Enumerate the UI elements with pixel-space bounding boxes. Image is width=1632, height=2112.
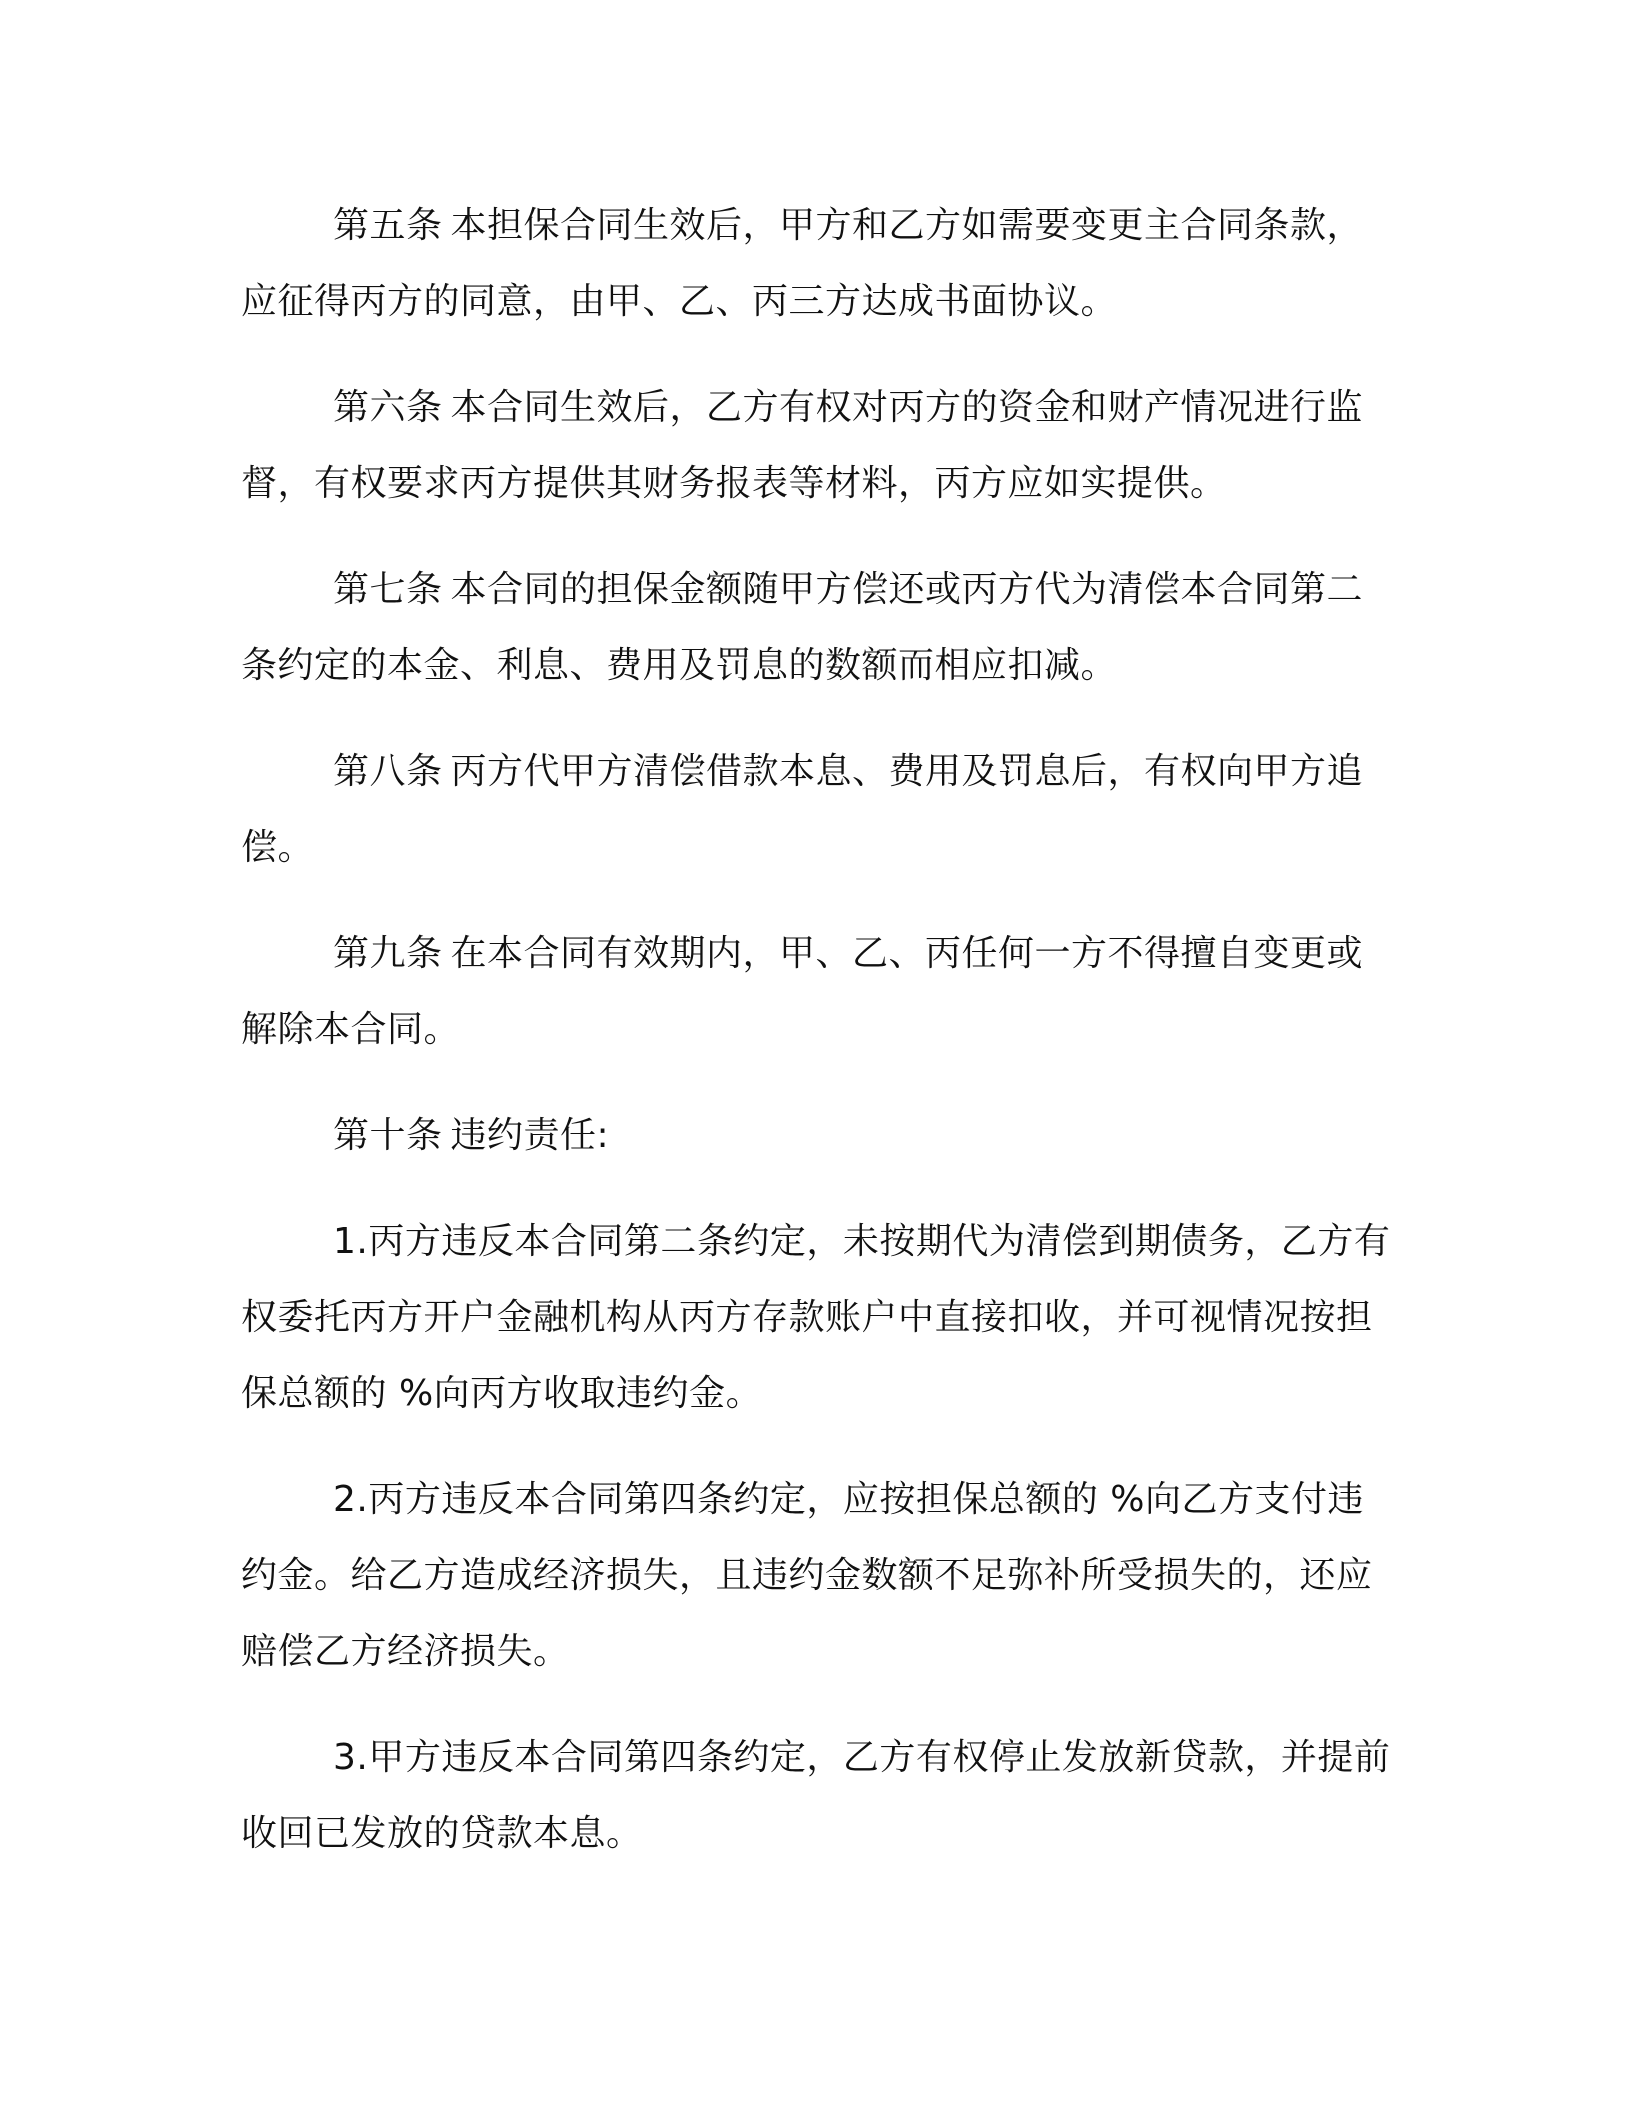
article-text: 丙方代甲方清偿借款本息、费用及罚息后，有权向甲方追偿。 — [241, 751, 1364, 868]
article-10 — [241, 1098, 1391, 1174]
article-7 — [241, 552, 1391, 704]
article-text: 本合同的担保金额随甲方偿还或丙方代为清偿本合同第二条约定的本金、利息、费用及罚息的数额而相应扣减。 — [241, 569, 1364, 686]
article-text: 本担保合同生效后，甲方和乙方如需要变更主合同条款，应征得丙方的同意，由甲、乙、丙三方达成书面协议。 — [241, 205, 1364, 322]
clause-1 — [241, 1204, 1391, 1432]
clause-text: 1.丙方违反本合同第二条约定，未按期代为清偿到期债务，乙方有权委托丙方开户金融机构从丙方存款账户中直接扣收，并可视情况按担保总额的 %向丙方收取违约金。 — [241, 1221, 1391, 1414]
clause-text: 2.丙方违反本合同第四条约定，应按担保总额的 %向乙方支付违约金。给乙方造成经济损失，且违约金数额不足弥补所受损失的，还应赔偿乙方经济损失。 — [241, 1479, 1373, 1672]
article-text: 在本合同有效期内，甲、乙、丙任何一方不得擅自变更或解除本合同。 — [241, 933, 1364, 1050]
clause-2 — [241, 1462, 1391, 1690]
article-number: 第七条 — [333, 569, 443, 610]
article-number: 第八条 — [333, 751, 443, 792]
article-8 — [241, 734, 1391, 886]
article-6 — [241, 370, 1391, 522]
article-text: 本合同生效后，乙方有权对丙方的资金和财产情况进行监督，有权要求丙方提供其财务报表等材料，丙方应如实提供。 — [241, 387, 1364, 504]
article-number: 第六条 — [333, 387, 443, 428]
article-number: 第五条 — [333, 205, 443, 246]
article-number: 第十条 — [333, 1115, 443, 1156]
article-5 — [241, 188, 1391, 340]
document-body — [241, 188, 1391, 1902]
clause-text: 3.甲方违反本合同第四条约定，乙方有权停止发放新贷款，并提前收回已发放的贷款本息。 — [241, 1737, 1391, 1854]
article-text: 违约责任: — [450, 1115, 610, 1156]
article-number: 第九条 — [333, 933, 443, 974]
clause-3 — [241, 1720, 1391, 1872]
article-9 — [241, 916, 1391, 1068]
